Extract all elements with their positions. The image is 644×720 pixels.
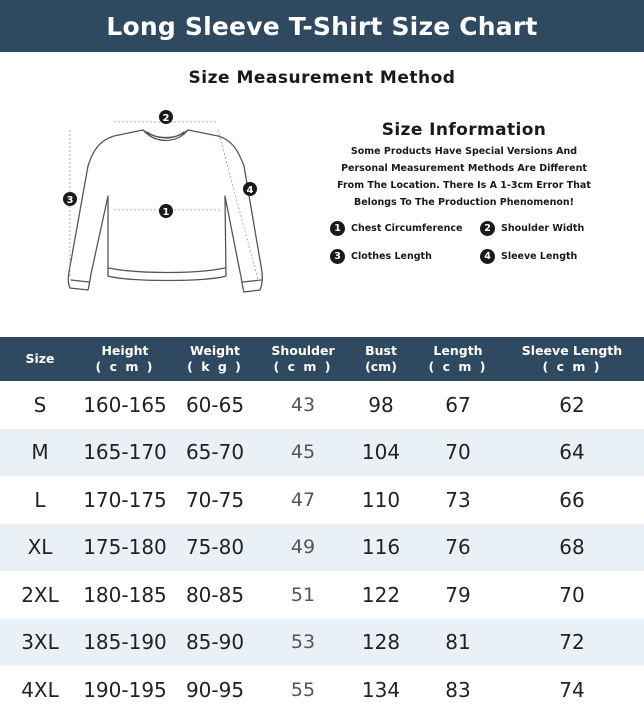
cell-bust: 134 [361, 677, 401, 702]
table-body [0, 381, 644, 714]
legend-item-shoulder [480, 221, 610, 236]
legend-label: Clothes Length [351, 251, 432, 262]
cell-shoulder: 43 [290, 393, 316, 416]
cell-size: 2XL [21, 582, 59, 607]
number-3-icon: 3 [330, 249, 345, 264]
cell-length: 76 [445, 535, 471, 560]
cell-size: L [34, 487, 46, 512]
header-unit: ( c m ) [273, 359, 333, 374]
cell-length: 81 [445, 630, 471, 655]
marker-4: 4 [246, 185, 254, 196]
header-bust [346, 337, 416, 381]
cell-height: 160-165 [83, 392, 167, 417]
header-title: Sleeve Length [521, 343, 623, 358]
header-title: Weight [190, 343, 240, 358]
cell-size: S [33, 392, 47, 417]
cell-sleeve-length: 66 [559, 487, 585, 512]
cell-weight: 85-90 [185, 630, 245, 655]
header-title: Shoulder [271, 343, 335, 358]
cell-size: 3XL [21, 630, 59, 655]
size-table [0, 337, 644, 714]
cell-shoulder: 55 [290, 678, 316, 701]
table-row [0, 429, 644, 477]
cell-height: 165-170 [83, 440, 167, 465]
description-line: Belongs To The Production Phenomenon! [354, 197, 574, 208]
cell-bust: 110 [361, 487, 401, 512]
description-line: Some Products Have Special Versions And [350, 146, 578, 157]
legend-item-clothes-length [330, 249, 480, 264]
cell-weight: 75-80 [185, 535, 245, 560]
cell-shoulder: 51 [290, 583, 316, 606]
table-row [0, 571, 644, 619]
header-weight [170, 337, 260, 381]
cell-sleeve-length: 74 [559, 677, 585, 702]
cell-bust: 104 [361, 440, 401, 465]
cell-sleeve-length: 70 [559, 582, 585, 607]
table-row [0, 476, 644, 524]
cell-bust: 122 [361, 582, 401, 607]
marker-2: 2 [162, 113, 170, 124]
marker-1: 1 [162, 207, 170, 218]
cell-sleeve-length: 68 [559, 535, 585, 560]
measurement-method-title: Size Measurement Method [188, 68, 456, 88]
cell-weight: 90-95 [185, 677, 245, 702]
cell-height: 185-190 [83, 630, 167, 655]
header-title: Height [101, 343, 149, 358]
title-banner [0, 0, 644, 52]
size-information-title: Size Information [381, 120, 547, 140]
cell-size: M [31, 440, 49, 465]
cell-weight: 70-75 [185, 487, 245, 512]
number-2-icon: 2 [480, 221, 495, 236]
header-title: Size [25, 351, 55, 366]
cell-length: 83 [445, 677, 471, 702]
cell-weight: 65-70 [185, 440, 245, 465]
cell-bust: 128 [361, 630, 401, 655]
description-line: From The Location. There Is A 1-3cm Error That [337, 180, 591, 191]
table-row [0, 619, 644, 667]
cell-size: 4XL [21, 677, 59, 702]
legend-item-sleeve-length [480, 249, 610, 264]
header-title: Length [433, 343, 483, 358]
size-information-description [330, 143, 598, 211]
cell-sleeve-length: 62 [559, 392, 585, 417]
cell-bust: 116 [361, 535, 401, 560]
cell-shoulder: 53 [290, 631, 316, 654]
cell-height: 170-175 [83, 487, 167, 512]
cell-height: 175-180 [83, 535, 167, 560]
cell-length: 73 [445, 487, 471, 512]
cell-size: XL [27, 535, 53, 560]
cell-length: 67 [445, 392, 471, 417]
number-1-icon: 1 [330, 221, 345, 236]
cell-height: 180-185 [83, 582, 167, 607]
cell-weight: 60-65 [185, 392, 245, 417]
legend-label: Shoulder Width [501, 223, 585, 234]
marker-3: 3 [66, 195, 74, 206]
header-title: Bust [365, 343, 397, 358]
legend-label: Chest Circumference [351, 223, 463, 234]
page-title: Long Sleeve T-Shirt Size Chart [106, 11, 538, 41]
cell-bust: 98 [368, 392, 394, 417]
cell-sleeve-length: 72 [559, 630, 585, 655]
table-header [0, 337, 644, 381]
header-unit: ( c m ) [428, 359, 488, 374]
description-line: Personal Measurement Methods Are Different [341, 163, 587, 174]
header-shoulder [260, 337, 346, 381]
number-4-icon: 4 [480, 249, 495, 264]
cell-height: 190-195 [83, 677, 167, 702]
header-length [416, 337, 500, 381]
header-size [0, 337, 80, 381]
measure-markers [63, 110, 257, 218]
cell-shoulder: 45 [290, 441, 316, 464]
table-row [0, 524, 644, 572]
table-row [0, 381, 644, 429]
legend-item-chest [330, 221, 480, 236]
cell-length: 70 [445, 440, 471, 465]
header-height [80, 337, 170, 381]
size-information-panel [330, 120, 598, 264]
legend-label: Sleeve Length [501, 251, 578, 262]
table-row [0, 666, 644, 714]
cell-length: 79 [445, 582, 471, 607]
header-sleeve-length [500, 337, 644, 381]
header-unit: (cm) [365, 359, 397, 374]
header-unit: ( c m ) [542, 359, 602, 374]
cell-shoulder: 49 [290, 536, 316, 559]
measurement-legend [330, 221, 598, 264]
tshirt-diagram [48, 100, 280, 310]
header-unit: ( k g ) [187, 359, 243, 374]
cell-shoulder: 47 [290, 488, 316, 511]
cell-weight: 80-85 [185, 582, 245, 607]
header-unit: ( c m ) [95, 359, 155, 374]
cell-sleeve-length: 64 [559, 440, 585, 465]
